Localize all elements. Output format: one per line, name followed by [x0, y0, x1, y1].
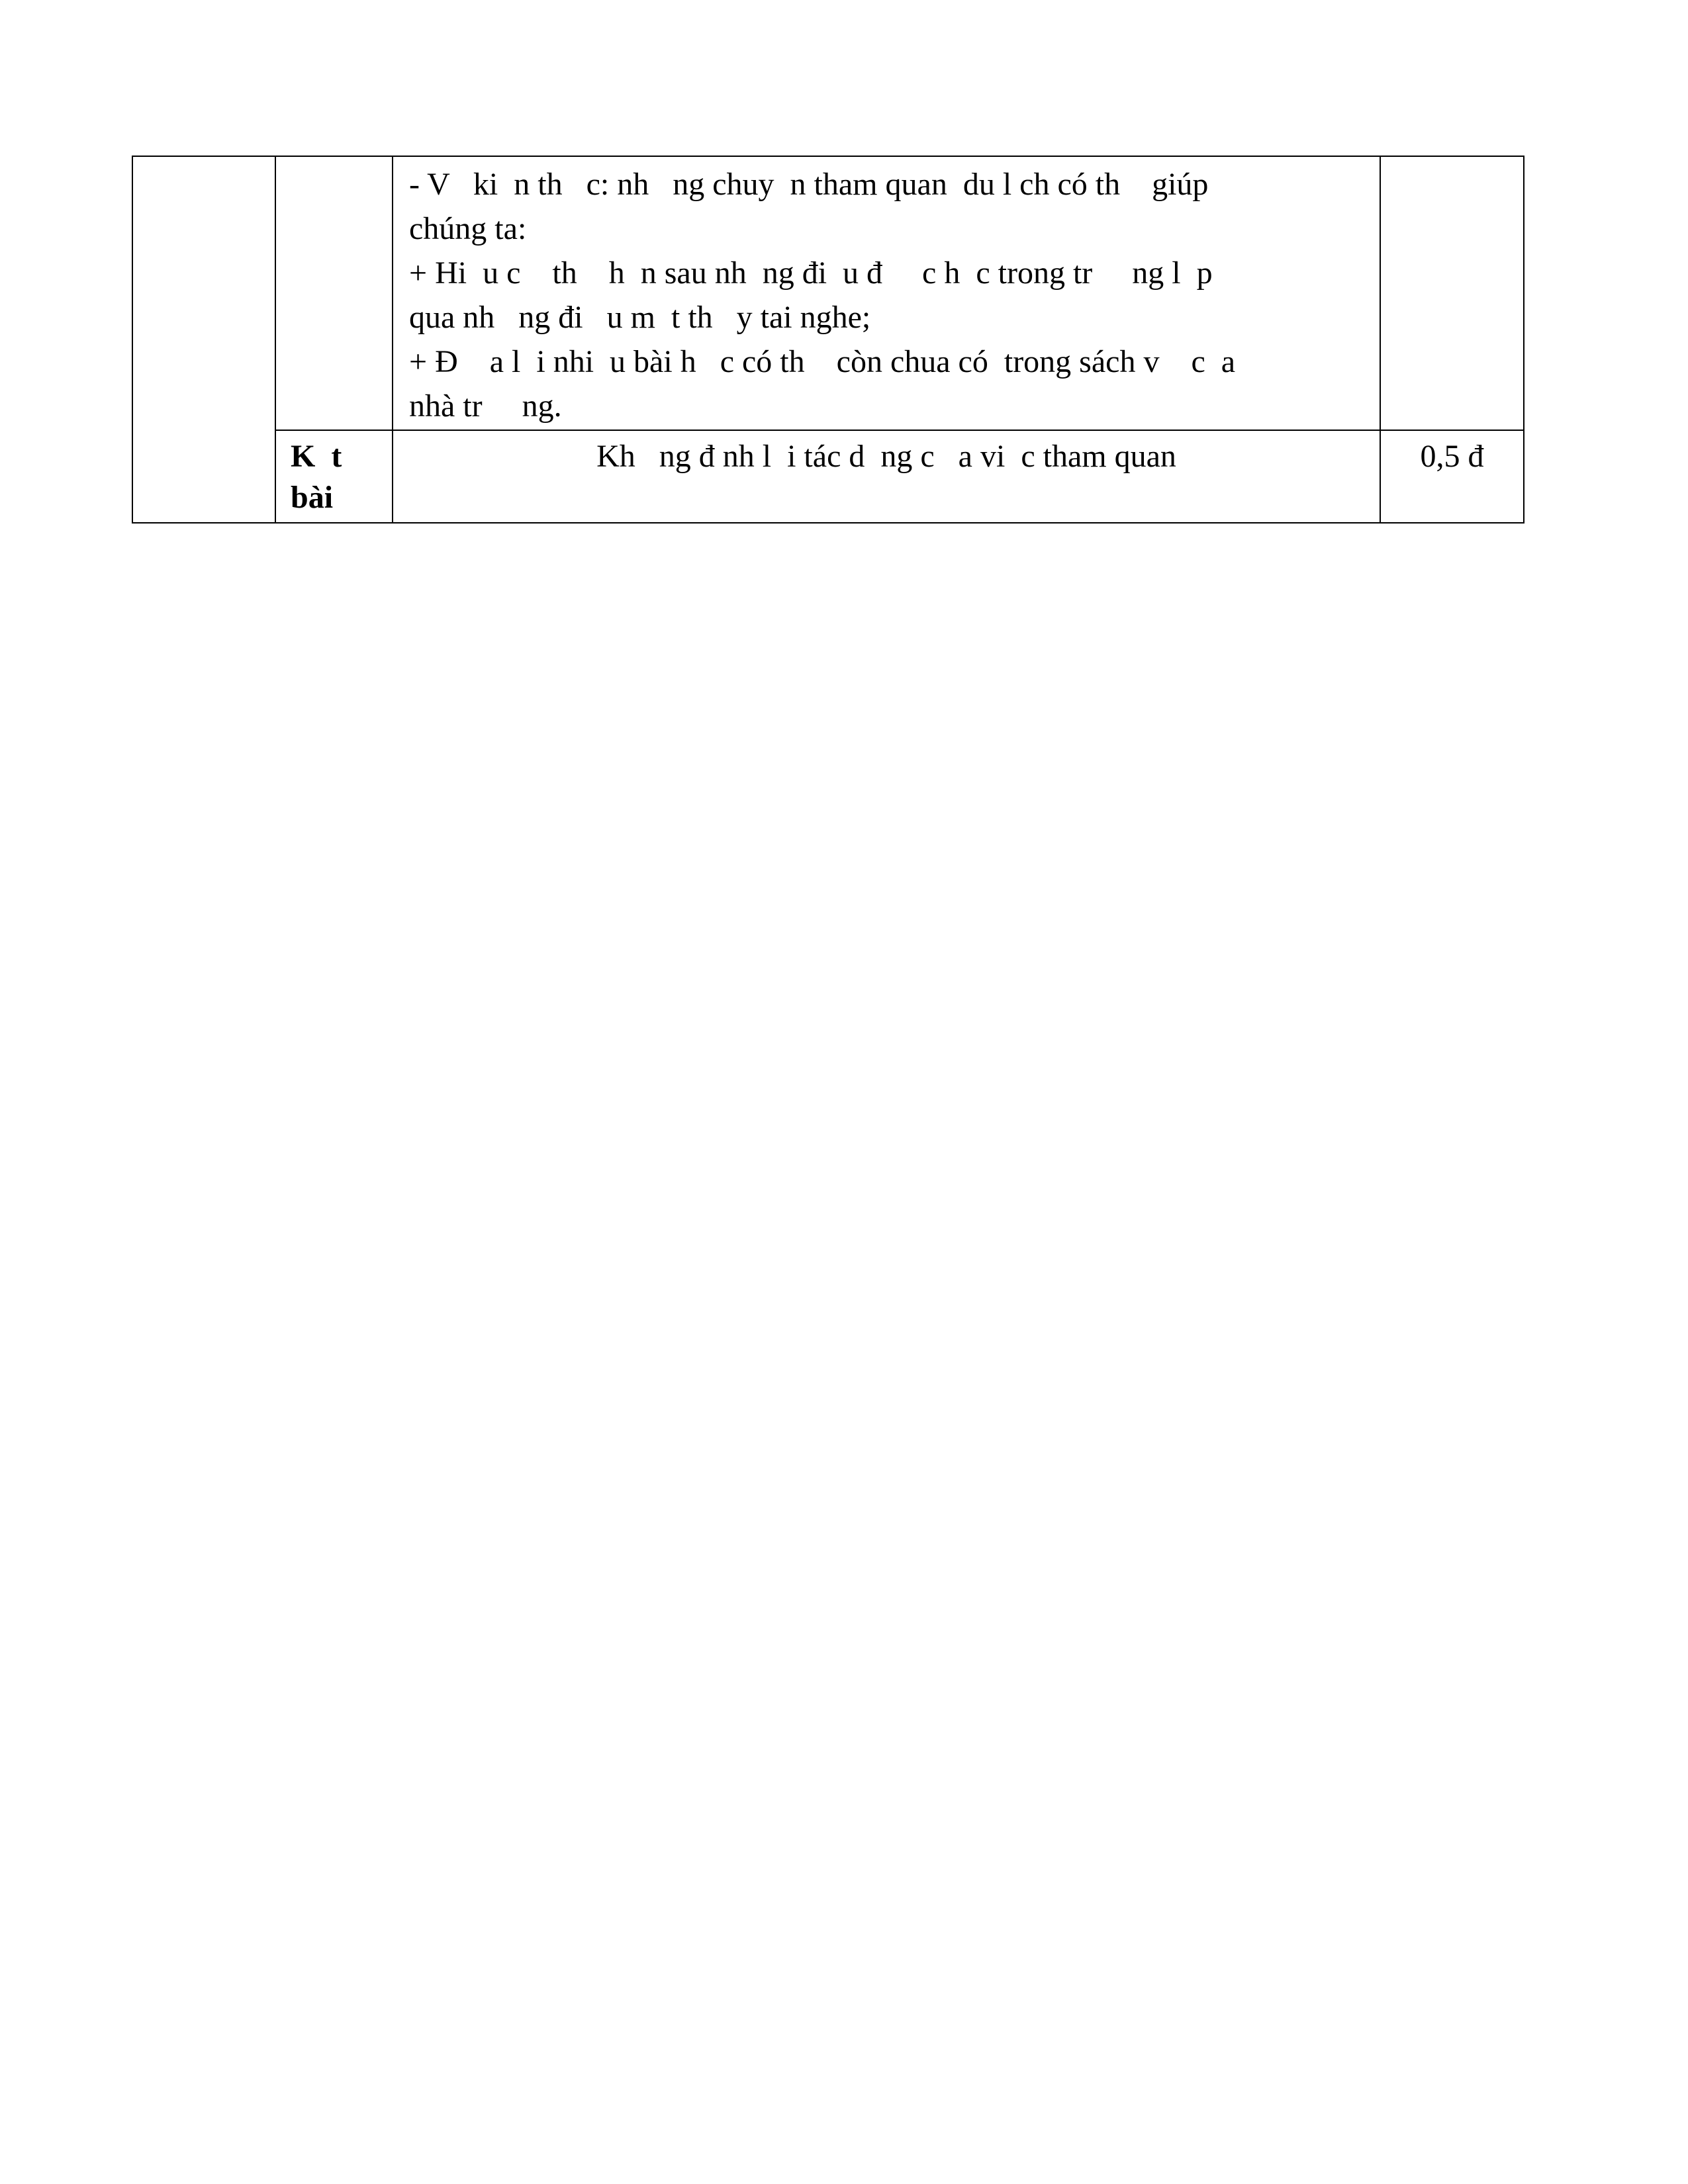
section-label-line: K t — [291, 439, 342, 474]
section-cell-empty — [275, 156, 393, 430]
part-cell-empty — [132, 156, 275, 523]
table-row-conclusion — [132, 430, 1524, 523]
content-line: nhà tr ng. — [409, 388, 562, 424]
content-line: chúng ta: — [409, 211, 527, 246]
content-line: + Hi u c th h n sau nh ng đi u đ c h c trong tr ng l p — [409, 255, 1213, 291]
content-cell — [393, 156, 1380, 430]
score-cell-empty — [1380, 156, 1524, 430]
section-label-conclusion — [275, 430, 393, 523]
conclusion-text: Kh ng đ nh l i tác d ng c a vi c tham quan — [393, 430, 1380, 523]
content-line: - V ki n th c: nh ng chuy n tham quan du l ch có th giúp — [409, 167, 1209, 202]
conclusion-score: 0,5 đ — [1380, 430, 1524, 523]
section-label-line: bài — [291, 480, 334, 515]
grading-table — [132, 156, 1524, 523]
content-line: qua nh ng đi u m t th y tai nghe; — [409, 300, 871, 335]
content-line: + Đ a l i nhi u bài h c có th còn chua có trong sách v c a — [409, 344, 1236, 379]
table-row-body-content — [132, 156, 1524, 430]
